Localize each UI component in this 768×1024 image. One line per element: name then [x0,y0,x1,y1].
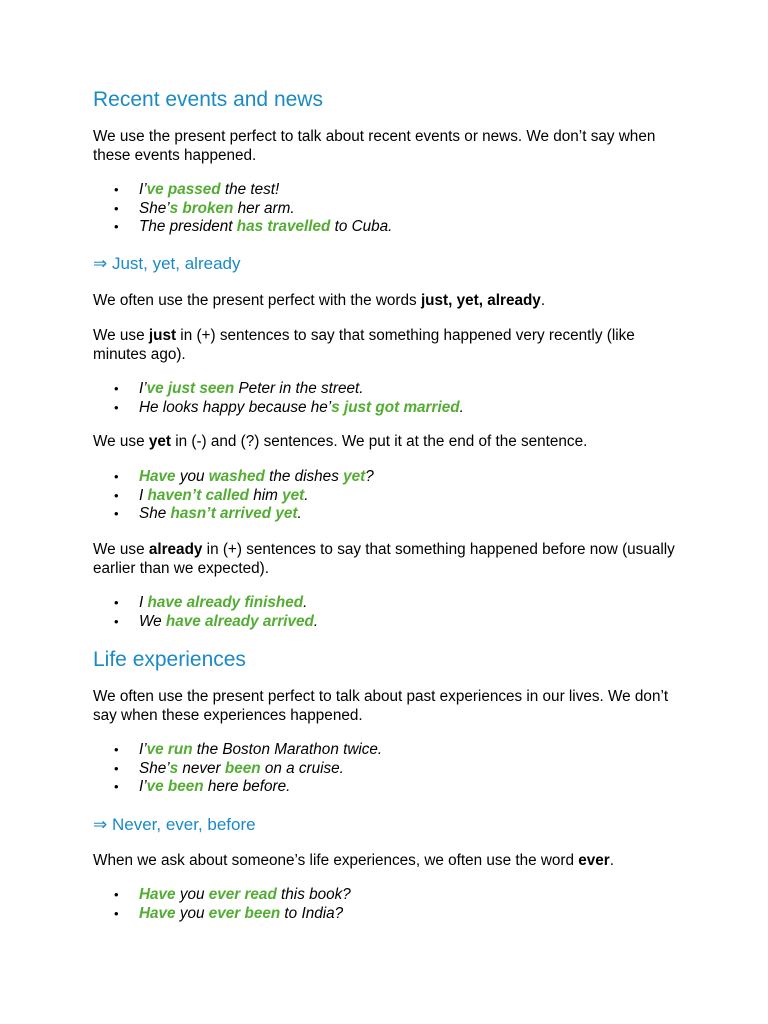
bullet-icon: • [114,905,119,921]
paragraph-text: When we ask about someone’s life experiences, we often use the word [93,852,579,869]
paragraph-text: We use [93,327,149,344]
paragraph-text: in (-) and (?) sentences. We put it at the end of the sentence. [170,433,588,450]
highlighted-verb: have already finished [147,594,304,611]
example-text: Peter in the street. [234,380,364,397]
list-item [93,505,374,524]
list-item [93,380,464,399]
list-item [93,613,318,632]
example-text: She’ [139,759,170,777]
example-text: ? [365,468,374,485]
example-text: the Boston Marathon twice. [192,741,383,758]
bullet-icon: • [114,742,119,757]
highlighted-verb: has travelled [236,218,331,236]
paragraph-text: We often use the present perfect with the words [93,292,421,309]
highlighted-verb: Have [139,468,176,485]
highlighted-verb: ever read [208,886,277,903]
example-text: I [139,594,148,611]
example-text: We [139,612,166,630]
example-text: I’ [139,380,147,397]
list-item [93,886,351,905]
example-list [93,594,318,631]
example-text: here before. [203,778,291,796]
section-heading: Life experiences [93,648,246,671]
list-item [93,594,318,613]
subsection-heading: ⇒ Never, ever, before [93,815,256,834]
bullet-icon: • [114,182,119,197]
highlighted-verb: Have [139,886,176,903]
list-item [93,760,382,779]
paragraph [93,433,683,452]
bullet-icon: • [114,487,119,503]
example-text: on a cruise. [260,759,344,777]
bullet-icon: • [114,760,119,776]
paragraph [93,292,683,311]
list-item [93,741,382,760]
example-list [93,886,351,923]
example-text: . [313,612,319,630]
bullet-icon: • [114,887,119,902]
example-text: I’ [139,741,147,758]
highlighted-verb: have already arrived [165,612,314,630]
bullet-icon: • [114,200,119,216]
highlighted-verb: ve been [146,778,204,796]
paragraph-text: in (+) sentences to say that something happened before now (usually earlier than we expected). [93,541,675,577]
list-item [93,399,464,418]
highlighted-verb: s just got married [331,398,460,416]
example-text: to India? [280,904,344,922]
bullet-icon: • [114,595,119,610]
example-text: I [139,486,148,504]
example-text: this book? [276,886,351,903]
example-text: to Cuba. [330,218,393,236]
paragraph-text: . [540,292,546,309]
paragraph-text: We use [93,541,149,558]
example-text: her arm. [233,199,295,217]
example-text: The president [139,218,237,236]
highlighted-verb: s broken [169,199,234,217]
list-item [93,487,374,506]
example-text: She’ [139,199,170,217]
paragraph-text: . [609,852,614,869]
paragraph [93,688,683,725]
bullet-icon: • [114,779,119,795]
bullet-icon: • [114,399,119,415]
highlighted-verb: ve passed [146,181,221,198]
bold-keyword: ever [578,852,610,869]
highlighted-verb: s [169,759,179,777]
highlighted-verb: hasn’t arrived yet [170,505,298,523]
paragraph-text: We use [93,433,149,450]
paragraph [93,541,683,578]
example-text: I’ [139,181,147,198]
list-item [93,468,374,487]
highlighted-verb: yet [282,486,305,504]
example-list [93,380,464,417]
paragraph [93,327,683,364]
example-text: you [175,886,209,903]
bullet-icon: • [114,219,119,235]
highlighted-verb: ve just seen [146,380,235,397]
highlighted-verb: ever been [208,904,281,922]
bold-keyword: yet [148,433,171,450]
paragraph-text: We use the present perfect to talk about recent events or news. We don’t say when these events happened. [93,128,656,164]
subsection-heading: ⇒ Just, yet, already [93,254,241,273]
bullet-icon: • [114,506,119,522]
bullet-icon: • [114,469,119,484]
section-heading: Recent events and news [93,88,323,111]
bullet-icon: • [114,613,119,629]
example-text: him [248,486,283,504]
example-text: He looks happy because he’ [139,398,332,416]
bold-keyword: just, yet, already [420,292,541,309]
highlighted-verb: been [224,759,261,777]
example-text: the dishes [264,468,344,485]
paragraph-text: We often use the present perfect to talk about past experiences in our lives. We don’t say when these experiences happened. [93,688,669,724]
bold-keyword: already [148,541,203,558]
bold-keyword: just [148,327,177,344]
highlighted-verb: yet [343,468,366,485]
highlighted-verb: Have [139,904,176,922]
paragraph [93,128,683,165]
example-text: . [304,486,309,504]
paragraph [93,852,683,871]
list-item [93,778,382,797]
paragraph-text: in (+) sentences to say that something happened very recently (like minutes ago). [93,327,635,363]
example-list [93,741,382,797]
list-item [93,218,392,237]
example-list [93,181,392,237]
example-text: I’ [139,778,147,796]
example-text: She [139,505,171,523]
list-item [93,181,392,200]
example-text: never [178,759,225,777]
highlighted-verb: ve run [146,741,193,758]
list-item [93,905,351,924]
example-text: . [303,594,308,611]
example-text: the test! [220,181,280,198]
example-list [93,468,374,524]
highlighted-verb: haven’t called [147,486,249,504]
bullet-icon: • [114,381,119,396]
example-text: you [175,468,209,485]
example-text: you [175,904,209,922]
highlighted-verb: washed [208,468,265,485]
example-text: . [459,398,464,416]
example-text: . [297,505,302,523]
list-item [93,200,392,219]
